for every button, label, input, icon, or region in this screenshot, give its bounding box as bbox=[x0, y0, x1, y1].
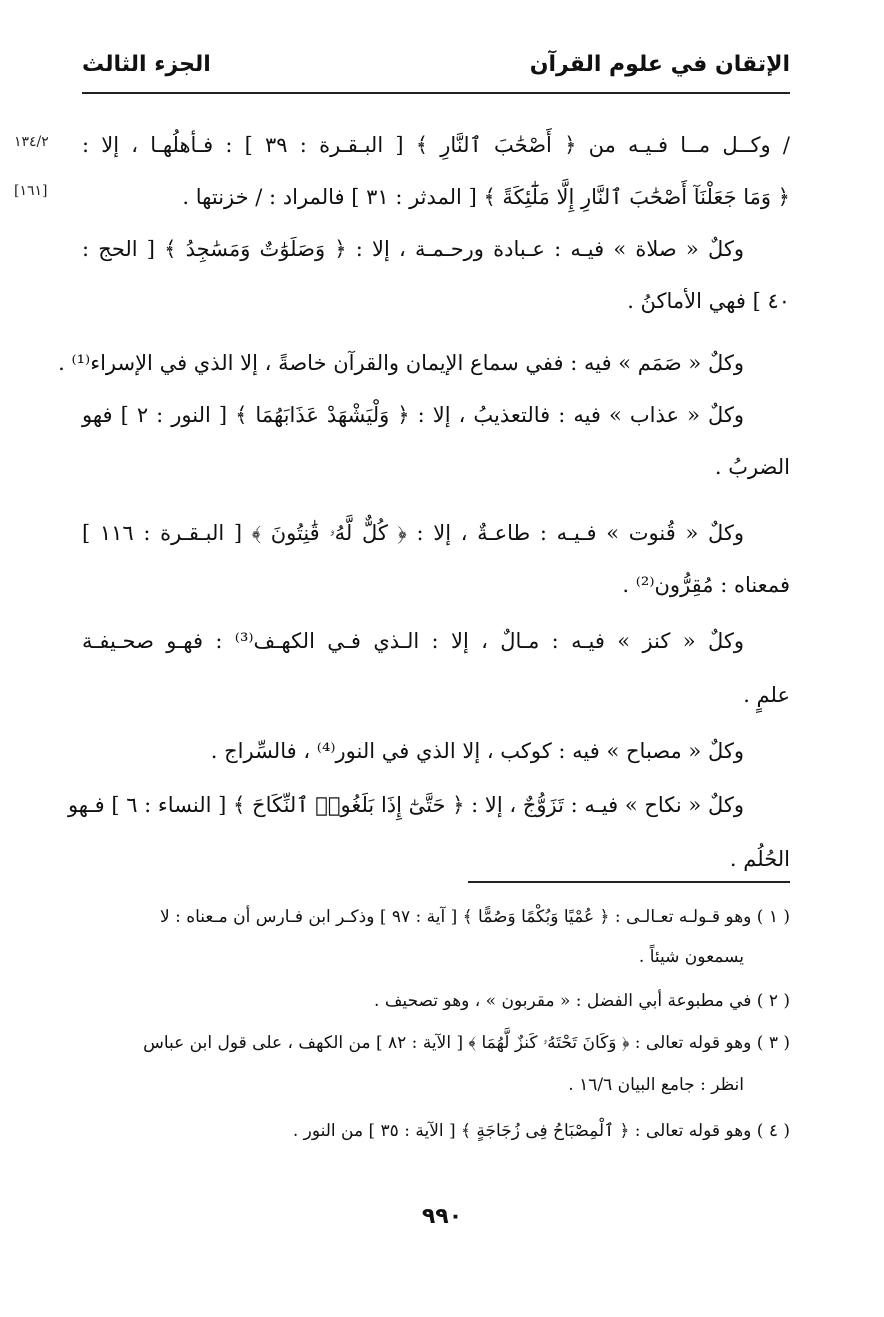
footnote: ( ٤ ) وهو قوله تعالى : ﴿ ٱلْمِصْبَاحُ فِى زُجَاجَةٍ ﴾ [ الآية : ٣٥ ] من النور . bbox=[292, 1121, 790, 1141]
text-line: الضربُ . bbox=[714, 455, 790, 479]
part-label: الجزء الثالث bbox=[82, 52, 211, 77]
book-title: الإتقان في علوم القرآن bbox=[529, 52, 790, 77]
footnote: ( ١ ) وهو قـولـه تعـالـى : ﴿ عُمْيًا وَبُكْمًا وَصُمًّا ﴾ [ آية : ٩٧ ] وذكـر ابن فـارس أن مـعناه : لا bbox=[159, 907, 790, 927]
text-line: وكلٌ « نكاح » فيـه : تَزَوُّجٌ ، إلا : ﴿ حَتَّىٰٓ إِذَا بَلَغُوا۟ ٱلنِّكَاحَ ﴾ [ النساء : ٦ ] فـهو bbox=[67, 793, 744, 817]
footnote-separator bbox=[468, 881, 790, 883]
text-line: وكلٌ « صَمَم » فيه : ففي سماع الإيمان والقرآن خاصةً ، إلا الذي في الإسراء⁽¹⁾ . bbox=[58, 351, 744, 375]
text-line: وكلٌ « كنز » فيـه : مـالٌ ، إلا : الـذي فـي الكهـف⁽³⁾ : فهـو صحـيفـة bbox=[82, 629, 744, 653]
text-line: وكلٌ « مصباح » فيه : كوكب ، إلا الذي في النور⁽⁴⁾ ، فالسِّراج . bbox=[210, 739, 744, 763]
footnote-continuation: انظر : جامع البيان ١٦/٦ . bbox=[568, 1075, 744, 1095]
text-line: ٤٠ ] فهي الأماكنُ . bbox=[627, 289, 790, 313]
running-header bbox=[82, 52, 790, 94]
margin-note-volume-page: ١٣٤/٢ bbox=[14, 134, 49, 150]
page-number: ٩٩٠ bbox=[421, 1204, 463, 1229]
text-line: وكلٌ « صلاة » فيـه : عـبادة ورحـمـة ، إلا : ﴿ وَصَلَوَٰتٌ وَمَسَٰجِدُ ﴾ [ الحج : bbox=[82, 237, 744, 261]
margin-note-edition-page: [١٦١] bbox=[14, 183, 48, 199]
text-line: / وكــل مــا فـيـه من ﴿ أَصْحَٰبَ ٱلنَّارِ ﴾ [ البـقـرة : ٣٩ ] : فـأهلُهـا ، إلا : bbox=[82, 133, 790, 157]
text-line: الحُلُم . bbox=[729, 847, 790, 871]
text-line: وكلٌ « قُنوت » فـيـه : طاعـةٌ ، إلا : ﴿ كُلٌّ لَّهُۥ قَٰنِتُونَ ﴾ [ البـقـرة : ١١٦ ] bbox=[82, 521, 745, 545]
text-line: وكلٌ « عذاب » فيه : فالتعذيبُ ، إلا : ﴿ وَلْيَشْهَدْ عَذَابَهُمَا ﴾ [ النور : ٢ ] فهو bbox=[82, 403, 744, 427]
text-line: علمٍ . bbox=[743, 683, 790, 707]
text-line: ﴿ وَمَا جَعَلْنَآ أَصْحَٰبَ ٱلنَّارِ إِلَّا مَلَٰٓئِكَةً ﴾ [ المدثر : ٣١ ] فالمراد : / خزنتها . bbox=[182, 185, 790, 209]
footnote: ( ٣ ) وهو قوله تعالى : ﴿ وَكَانَ تَحْتَهُۥ كَنزٌ لَّهُمَا ﴾ [ الآية : ٨٢ ] من الكهف ، على قول ابن عباس bbox=[143, 1033, 790, 1053]
text-line: فمعناه : مُقِرُّون⁽²⁾ . bbox=[622, 573, 790, 597]
footnote: ( ٢ ) في مطبوعة أبي الفضل : « مقربون » ، وهو تصحيف . bbox=[374, 991, 790, 1011]
footnote-continuation: يسمعون شيئاً . bbox=[638, 947, 744, 967]
